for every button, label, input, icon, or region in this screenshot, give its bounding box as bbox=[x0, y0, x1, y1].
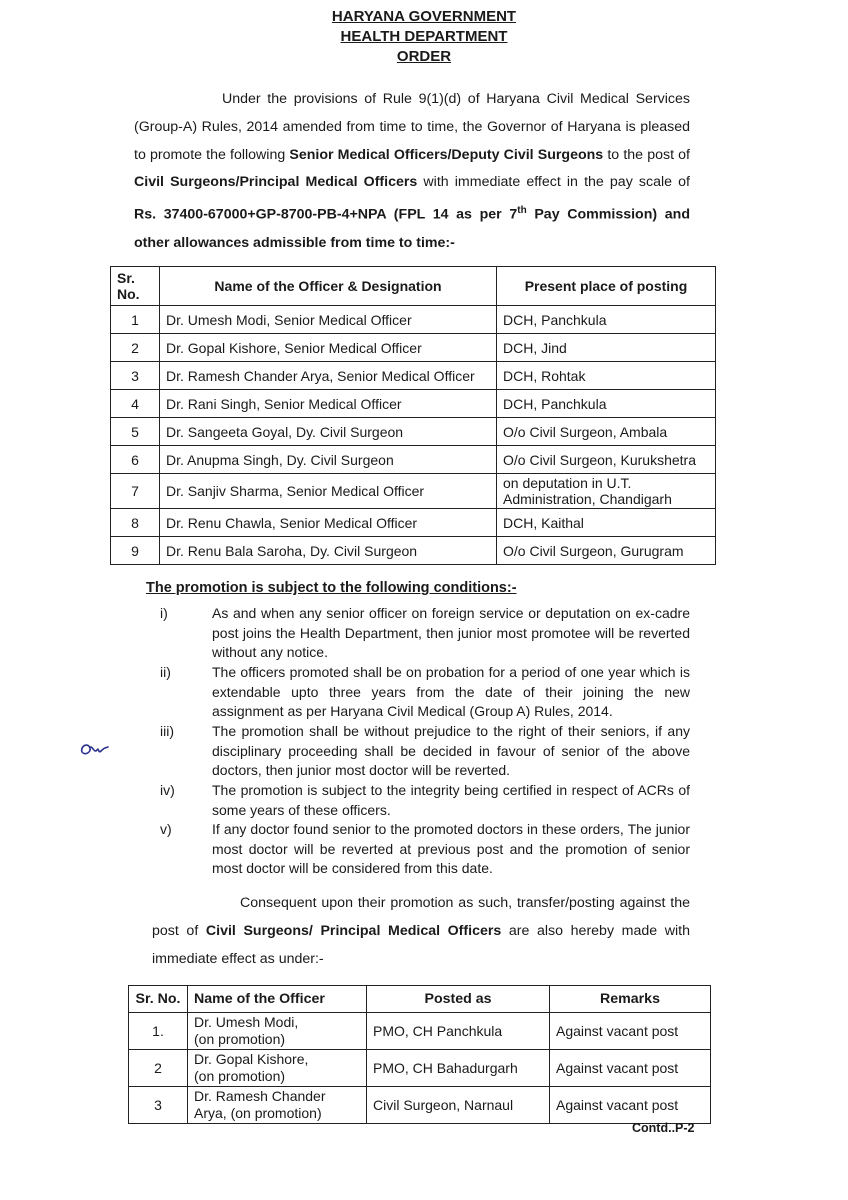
header-posted-as: Posted as bbox=[367, 986, 550, 1013]
table-row: 4 Dr. Rani Singh, Senior Medical Officer DCH, Panchkula bbox=[111, 390, 716, 418]
condition-number: iii) bbox=[160, 723, 174, 739]
table-row: 2 Dr. Gopal Kishore, (on promotion) PMO, CH Bahadurgarh Against vacant post bbox=[129, 1050, 711, 1087]
condition-item bbox=[160, 604, 690, 663]
continued-note: Contd..P-2 bbox=[632, 1121, 695, 1135]
table-row: 8 Dr. Renu Chawla, Senior Medical Officer DCH, Kaithal bbox=[111, 509, 716, 537]
intro-paragraph: Under the provisions of Rule 9(1)(d) of Haryana Civil Medical Services (Group-A) Rules, 2014 amended from time to time, the Governor of Haryana is pleased to promote the following Senior Medical Officers/Deputy Civil Surgeons to the post of Civil Surgeons/Principal Medical Officers with immediate effect in the pay scale of Rs. 37400-67000+GP-8700-PB-4+NPA (FPL 14 as per 7th Pay Commission) and other allowances admissible from time to time:- bbox=[134, 91, 690, 251]
header-sr-no: Sr. No. bbox=[111, 267, 160, 306]
table-row: 1 Dr. Umesh Modi, Senior Medical Officer DCH, Panchkula bbox=[111, 306, 716, 334]
table-row: 2 Dr. Gopal Kishore, Senior Medical Officer DCH, Jind bbox=[111, 334, 716, 362]
table-row: 5 Dr. Sangeeta Goyal, Dy. Civil Surgeon O/o Civil Surgeon, Ambala bbox=[111, 418, 716, 446]
condition-text: The promotion is subject to the integrity being certified in respect of ACRs of some years of these officers. bbox=[212, 782, 690, 818]
condition-item bbox=[160, 722, 690, 781]
header-government: HARYANA GOVERNMENT bbox=[331, 8, 517, 25]
header-department: HEALTH DEPARTMENT bbox=[340, 28, 508, 45]
table-row: 6 Dr. Anupma Singh, Dy. Civil Surgeon O/o Civil Surgeon, Kurukshetra bbox=[111, 446, 716, 474]
condition-text: As and when any senior officer on foreign service or deputation on ex-cadre post joins the Health Department, then junior most promotee will be reverted without any notice. bbox=[212, 605, 690, 660]
condition-item bbox=[160, 820, 690, 879]
header-officer-name: Name of the Officer bbox=[188, 986, 367, 1013]
consequent-paragraph: Consequent upon their promotion as such, transfer/posting against the post of Civil Surgeons/ Principal Medical Officers are also hereby made with immediate effect as under:- bbox=[152, 895, 690, 967]
table-row: 7 Dr. Sanjiv Sharma, Senior Medical Officer on deputation in U.T. Administration, Chandigarh bbox=[111, 474, 716, 509]
condition-item bbox=[160, 663, 690, 722]
table-row: 3 Dr. Ramesh Chander Arya, Senior Medical Officer DCH, Rohtak bbox=[111, 362, 716, 390]
condition-text: If any doctor found senior to the promoted doctors in these orders, The junior most doctor will be reverted at previous post and the promotion of senior most doctor will be considered from this date. bbox=[212, 821, 690, 876]
header-present-posting: Present place of posting bbox=[497, 267, 716, 306]
officers-table bbox=[110, 266, 716, 565]
header-sr-no: Sr. No. bbox=[129, 986, 188, 1013]
condition-number: v) bbox=[160, 821, 172, 837]
header-name-designation: Name of the Officer & Designation bbox=[160, 267, 497, 306]
condition-text: The promotion shall be without prejudice to the right of their seniors, if any disciplinary proceeding shall be decided in favour of senior of the above doctors, then junior most doctor will be reverted. bbox=[212, 723, 690, 778]
condition-number: ii) bbox=[160, 664, 171, 680]
header-remarks: Remarks bbox=[550, 986, 711, 1013]
conditions-title: The promotion is subject to the following conditions:- bbox=[146, 580, 517, 596]
officers-table-header bbox=[111, 267, 716, 306]
table-row: 1. Dr. Umesh Modi, (on promotion) PMO, CH Panchkula Against vacant post bbox=[129, 1013, 711, 1050]
posting-table-header bbox=[129, 986, 711, 1013]
header-order: ORDER bbox=[396, 48, 452, 65]
condition-number: i) bbox=[160, 605, 168, 621]
condition-number: iv) bbox=[160, 782, 175, 798]
table-row: 9 Dr. Renu Bala Saroha, Dy. Civil Surgeon O/o Civil Surgeon, Gurugram bbox=[111, 537, 716, 565]
posting-table bbox=[128, 985, 711, 1124]
handwritten-initials-icon bbox=[78, 738, 112, 760]
condition-item bbox=[160, 781, 690, 820]
table-row: 3 Dr. Ramesh Chander Arya, (on promotion) Civil Surgeon, Narnaul Against vacant post bbox=[129, 1087, 711, 1124]
condition-text: The officers promoted shall be on probation for a period of one year which is extendable upto three years from the date of their joining the new assignment as per Haryana Civil Medical (Group A) Rules, 2014. bbox=[212, 664, 690, 719]
